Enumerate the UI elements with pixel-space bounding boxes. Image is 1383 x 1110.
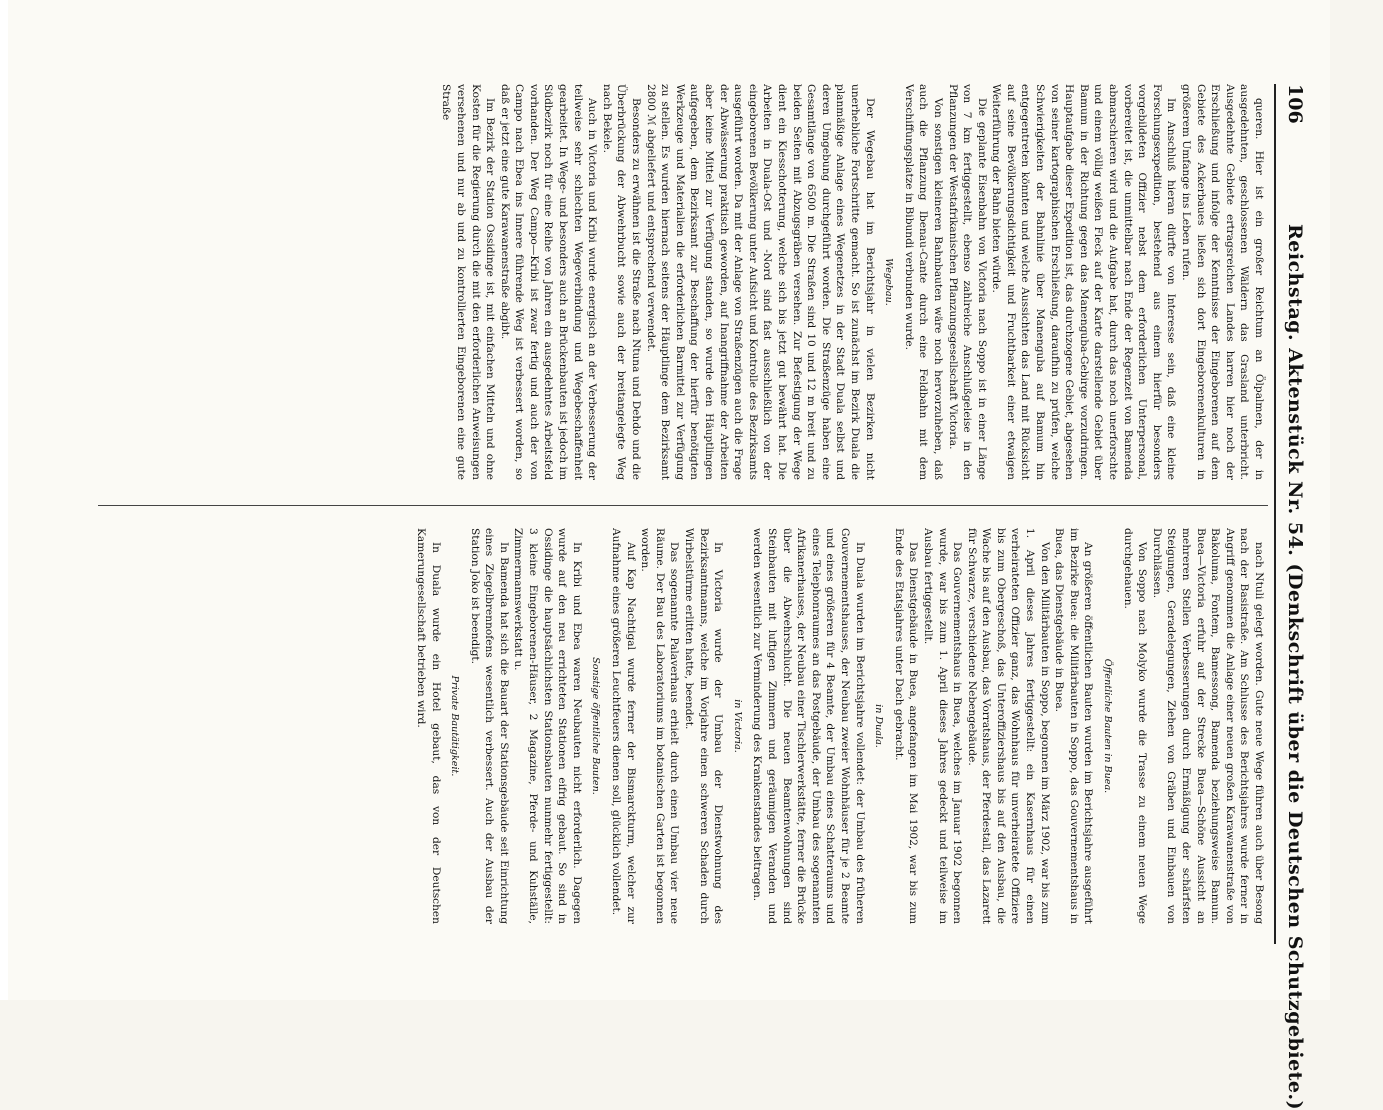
- paragraph: In Duala wurde ein Hotel gebaut, das von der Deutschen Kamerungesellschaft betrieben wird.: [414, 528, 442, 924]
- running-title: Reichstag. Aktenstück Nr. 54. (Denkschrift über die Deutschen Schutzgebiete.): [1284, 224, 1306, 1110]
- paragraph: In Bamenda hat sich die Bauart der Stationsgebäude seit Einrichtung eines Ziegelbrennofens wesentlich verbessert. Auch der Ausbau der Station Joko ist beendigt.: [468, 528, 510, 924]
- section-heading-victoria: in Victoria.: [731, 699, 743, 753]
- paragraph: In Duala wurden im Berichtsjahre vollendet: der Umbau des früheren Gouvernementshauses, der Neubau zweier Wohnhäuser für je 2 Beamte und eines größeren für 4 Beamte, der Umbau eines Schatteraums und eines Telephonraumes an das Postgebäude, der Umbau des sogenannten Afrikanerhauses, der Neubau einer Tischlerwerkstätte, ferner die Brücke über die Abwehrschlucht. Die neuen Beamtenwohnungen sind Steinbauten mit luftigen Zimmern und geräumigen Veranden und werden wesentlich zur Verminderung des Krankenstandes beitragen.: [751, 528, 866, 924]
- paragraph: Das sogenannte Palaverhaus erhielt durch einen Umbau vier neue Räume. Der Bau des Laboratoriums im botanischen Garten ist begonnen worden.: [639, 528, 681, 924]
- paragraph: Die geplante Eisenbahn von Victoria nach Soppo ist in einer Länge von 7 km fertiggestellt, ebenso zahlreiche Anschlußgeleise in den Pflanzungen der Westafrikanischen Pflanzungsgesellschaft Victoria.: [946, 84, 988, 480]
- paragraph: queren. Hier ist ein großer Reichtum an Ölpalmen, der in ausgedehnten, geschlossenen Wäldern das Grasland unterbricht. Ausgedehnte Gebiete ertragsreichen Landes harren hier noch der Erschließung und infolge der Kenntnisse der Eingeborenen auf dem Gebiete des Ackerbaues ließen sich dort Eingeborenenkulturen in größerem Umfange ins Leben rufen.: [1180, 84, 1265, 480]
- section-heading-wegebau: Wegebau.: [883, 258, 895, 306]
- paragraph: Das Gouvernementshaus in Buea, welches im Januar 1902 begonnen wurde, war bis zum 1. April dieses Jahres gedeckt und teilweise im Ausbau fertiggestellt.: [921, 528, 964, 924]
- left-column: [86, 84, 1266, 480]
- section-heading-duala: in Duala.: [873, 704, 885, 748]
- right-column: [86, 528, 1266, 924]
- paragraph: In Victoria wurde der Umbau der Dienstwohnung des Bezirksamtmanns, welche im Vorjahre einen schweren Schaden durch Wirbelstürme erlitten hatte, beendet.: [683, 528, 725, 924]
- paragraph: Der Wegebau hat im Berichtsjahr in vielen Bezirken nicht unerhebliche Fortschritte gemacht. So ist zunächst im Bezirk Duala die planmäßige Anlage eines Wegenetzes in der Stadt Duala selbst und deren Umgebung durchgeführt worden. Die Straßenzüge haben eine Gesamtlänge von 6500 m. Die Straßen sind 10 und 12 m breit und zu beiden Seiten mit Abzugsgräben versehen. Zur Befestigung der Wege dient ein Kiesschotterung, welche sich bis jetzt gut bewährt hat. Die Arbeiten in Duala-Ost und -Nord sind fast ausschließlich von der eingeborenen Bevölkerung unter Aufsicht und Kontrolle des Bezirksamts ausgeführt worden. Da mit der Anlage von Straßenzügen auch die Frage der Abwässerung praktisch geworden, auf Inangriffnahme der Arbeiten aber keine Mittel zur Verfügung standen, so wurde den Häuptlingen aufgegeben, dem Bezirksamt zur Beschaffung der hierfür benötigten Werkzeuge und Materialien die erforderlichen Barmittel zur Verfügung zu stellen. Es wurden hiernach seitens der Häuptlinge dem Bezirksamt 2800 ℳ abgeliefert und entsprechend verwendet.: [644, 84, 876, 480]
- column-divider: [98, 505, 1268, 506]
- paragraph: Auch in Victoria und Kribi wurde energisch an der Verbesserung der teilweise sehr schlechten Wegeverbindung und Wegebeschaffenheit gearbeitet. In Wege- und besonders auch an Brückenbauten ist jedoch im Südbezirk noch für eine Reihe von Jahren ein ausgedehntes Arbeitsfeld vorhanden. Der Weg Campo—Kribi ist zwar fertig und auch der von Campo nach Ebea ins Innere führende Weg ist verbessert worden, so daß er jetzt eine gute Karawanenstraße abgibt.: [498, 84, 599, 480]
- paragraph: Von sonstigen kleineren Bahnbauten wäre noch hervorzuheben, daß auch die Pflanzung Ibenau-Cante durch eine Feldbahn mit dem Verschiffungsplatze in Bibundi verbunden wurde.: [902, 84, 944, 480]
- paragraph: Im Anschluß hieran dürfte von Interesse sein, daß eine kleine Forschungsexpedition, bestehend aus einem hierfür besonders vorgebildeten Offizier nebst dem erforderlichen Unterpersonal, vorbereitet ist, die unmittelbar nach Ende der Regenzeit von Bamenda abmarschieren wird und die Aufgabe hat, durch das noch unerforschte und einem völlig weißen Fleck auf der Karte darstellende Gebiet über Bamum in der Richtung gegen das Manenguba-Gebirge vorzudringen. Hauptaufgabe dieser Expedition ist, das durchzogene Gebiet, abgesehen von seiner kartographischen Erschließung, daraufhin zu prüfen, welche Schwierigkeiten der Bahnlinie über Manenguba auf Bamum hin entgegentreten könnten und welche Aussichten das Land mit Rücksicht auf seine Bevölkerungsdichtigkeit und Fruchtbarkeit einer etwaigen Weiterführung der Bahn bieten würde.: [990, 84, 1178, 480]
- paragraph: Von Soppo nach Molyko wurde die Trasse zu einem neuen Wege durchgehauen.: [1121, 528, 1149, 924]
- paragraph: In Kribi und Ebea waren Neubauten nicht erforderlich. Dagegen wurde auf den neu errichteten Stationen eifrig gebaut. So sind in Ossidinge die hauptsächlichsten Stationsbauten nunmehr fertiggestellt: 3 kleine Eingeborenen-Häuser, 2 Magazine, Pferde- und Kuhställe, Zimmermannswerkstatt u.: [512, 528, 583, 924]
- section-heading-buea: Öffentliche Bauten in Buea.: [1102, 658, 1114, 794]
- page-number: 106: [1284, 84, 1306, 124]
- footer-band: [0, 0, 8, 1000]
- paragraph: Auf Kap Nachtigal wurde ferner der Bismarckturm, welcher zur Aufnahme eines größeren Leuchtfeuers dienen soll, glücklich vollendet.: [610, 528, 637, 924]
- paragraph: Besonders zu erwähnen ist die Straße nach Ntuna und Dehdo und die Überbrückung der Abwehrbucht sowie auch der breitangelegte Weg nach Bekele.: [600, 84, 643, 480]
- paragraph: Das Dienstgebäude in Buea, angefangen im Mai 1902, war bis zum Ende des Etatsjahres unter Dach gebracht.: [892, 528, 920, 924]
- paragraph: Im Bezirk der Station Ossidinge ist, mit einfachen Mitteln und ohne Kosten für die Regierung durch die mit den erforderlichen Anweisungen versehenen und nur ab und zu kontrollierten Eingeborenen eine gute Straße: [440, 84, 497, 480]
- paragraph: nach Ntuli gelegt worden. Gute neue Wege führen auch über Besong nach der Basistraße. Am Schlusse des Berichtsjahres wurde ferner in Angriff genommen die Anlage einer neuen großen Karawanenstraße von Bakoluma, Fontem, Bamessong, Bamenda beziehungsweise Bamum. Buea—Victoria erfuhr auf der Strecke Buea—Schöne Aussicht an mehreren Stellen Verbesserungen durch Ermäßigung der schärfsten Steigungen, Geradelegungen, Ziehen von Gräben und Einbauen von Durchlässen.: [1150, 528, 1265, 924]
- paragraph: Von den Militärbauten in Soppo, begonnen im März 1902, war bis zum 1. April dieses Jahres fertiggestellt: ein Kasernhaus für einen verheirateten Offizier ganz, das Wohnhaus für unverheiratete Offiziere bis zum Obergeschoß, das Unteroffiziershaus bis auf den Ausbau, die Wache bis auf den Ausbau, das Vorratshaus, der Pferdestall, das Lazarett für Schwarze, verschiedene Nebengebäude.: [965, 528, 1051, 924]
- paragraph: An größeren öffentlichen Bauten wurden im Berichtsjahre ausgeführt im Bezirke Buea: die Militärbauten in Soppo, das Gouvernementshaus in Buea, das Dienstgebäude in Buea.: [1053, 528, 1095, 924]
- page-header: [1274, 84, 1306, 1110]
- section-heading-private: Private Bautätigkeit.: [449, 675, 461, 777]
- section-heading-sonstige: Sonstige öffentliche Bauten.: [590, 657, 602, 795]
